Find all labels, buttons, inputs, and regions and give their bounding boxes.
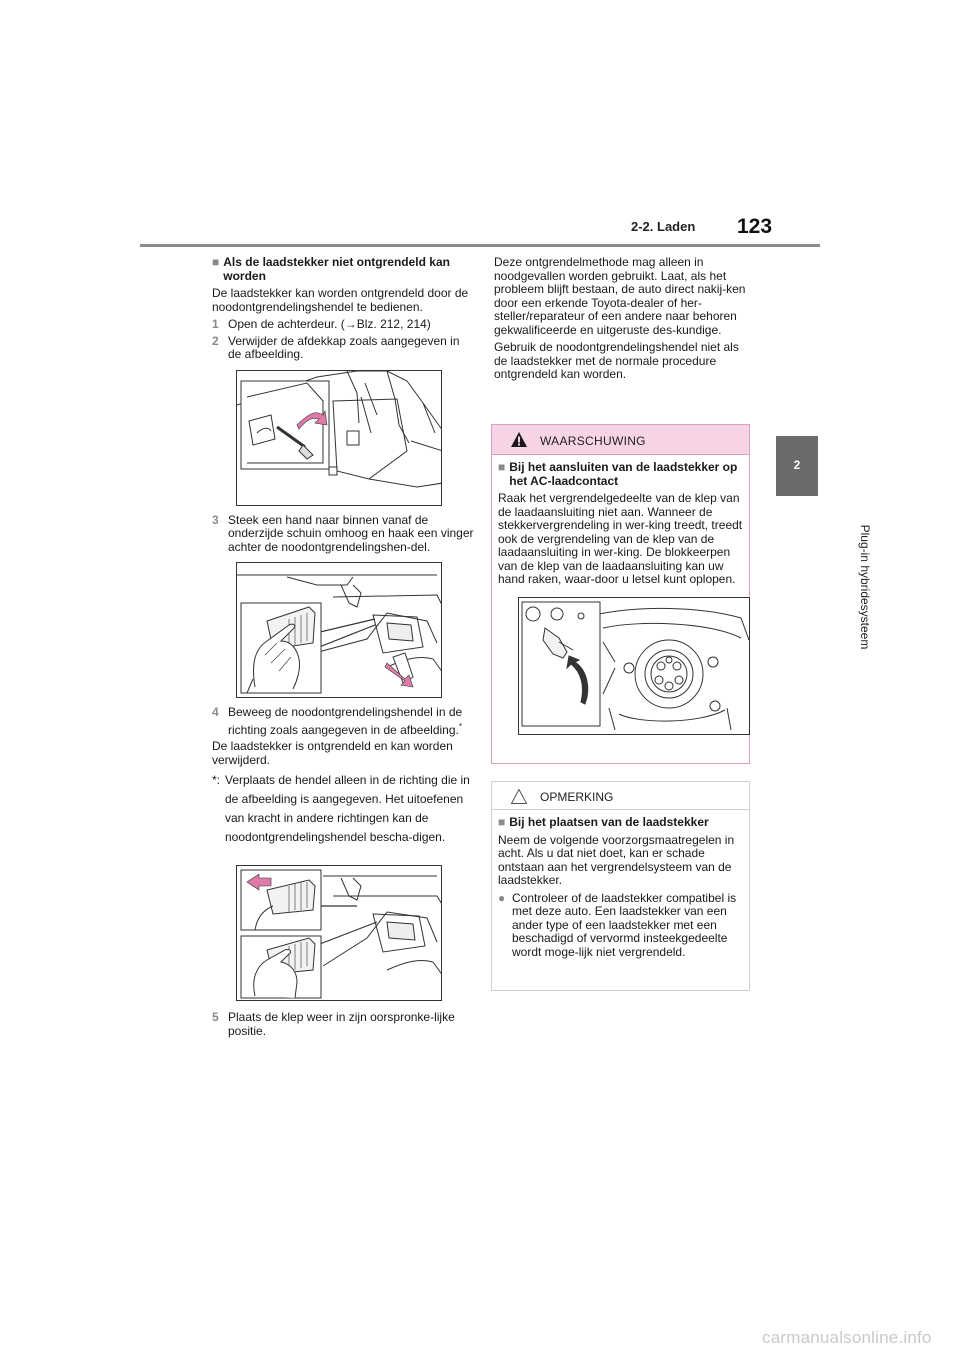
warning-triangle-icon [510,431,528,448]
chapter-tab-divider [776,494,818,496]
note-bullet [498,892,743,960]
heading-marker: ■ [212,255,220,269]
note-label: OPMERKING [540,790,614,804]
step-5 [212,1011,474,1038]
step-3 [212,514,474,555]
step-2 [212,335,474,362]
right-column [494,256,752,386]
watermark: carmanualsonline.info [762,1328,932,1347]
step-number: 1 [212,317,219,331]
note-box [491,781,750,991]
note-header [492,782,749,810]
step-number: 5 [212,1010,219,1024]
step-number: 3 [212,512,219,527]
figure-charging-port [518,597,750,735]
bullet-text: Controleer of de laadstekker compatibel is met deze auto. Een laadstekker van een ander type of een laadstekker met een beschadigd of vervormd insteekgedeelte wordt moge-lijk niet vergrendeld. [512,890,737,959]
bullet-marker: ● [498,890,506,905]
warning-box [491,424,750,764]
header-divider [140,244,820,247]
figure-remove-cover [236,370,442,506]
illustration-remove-cover [237,371,442,506]
warning-label: WAARSCHUWING [540,434,646,448]
result-paragraph: De laadstekker is ontgrendeld en kan worden verwijderd. [212,739,453,767]
step-text: Steek een hand naar binnen vanaf de onderzijde schuin omhoog en haak een vinger achter de noodontgrendelingshen-del. [228,512,474,554]
step-text: Plaats de klep weer in zijn oorspronke-lijke positie. [228,1010,455,1038]
left-column [212,256,474,1041]
footnote [212,771,474,847]
note-text: Neem de volgende voorzorgsmaatregelen in acht. Als u dat niet doet, kan er schade ontstaan aan het vergrendelsysteem van de laadstekker. [498,832,735,887]
figure-hook-finger [236,562,442,698]
footnote-text: Verplaats de hendel alleen in de richting die in de afbeelding is aangegeven. Het uitoefenen van kracht in andere richtingen kan de noodontgrendelingshendel bescha-digen. [225,773,470,844]
warning-heading [498,461,743,488]
heading-text: Als de laadstekker niet ontgrendeld kan worden [223,255,450,283]
note-heading-text: Bij het plaatsen van de laadstekker [509,815,709,829]
figure-move-lever [236,865,442,1001]
step-text [228,706,474,737]
illustration-charging-port [519,598,750,735]
warning-heading-text: Bij het aansluiten van de laadstekker op het AC-laadcontact [509,460,738,488]
step-4-text: Beweeg de noodontgrendelingshendel in de richting zoals aangegeven in de afbeelding. [228,705,463,737]
section-title: 2-2. Laden [631,219,696,234]
step-number: 2 [212,333,219,348]
illustration-move-lever [237,866,442,1001]
note-heading [498,816,743,830]
note-body [492,810,749,959]
chapter-number: 2 [793,458,801,472]
heading-marker: ■ [498,815,506,829]
emergency-paragraph: Deze ontgrendelmethode mag alleen in noodgevallen worden gebruikt. Laat, als het probleem blijft bestaan, de auto direct nakij-ken door een erkende Toyota-dealer of her-steller/reparateur of een andere naar behoren gekwalificeerde en uitgeruste des-kundige. [494,255,746,337]
step-text: Open de achterdeur. (→Blz. 212, 214) [228,317,431,331]
illustration-hook-finger [237,563,442,698]
step-text: Verwijder de afdekkap zoals aangegeven in de afbeelding. [228,333,460,361]
caution-triangle-icon [510,788,528,805]
heading-marker: ■ [498,460,506,474]
warning-body [492,455,749,735]
chapter-title-vertical [772,512,872,662]
intro-paragraph: De laadstekker kan worden ontgrendeld door de noodontgrendelingshendel te bedienen. [212,286,469,314]
footnote-marker: *: [212,773,221,787]
warning-text: Raak het vergrendelgedeelte van de klep van de laadaansluiting niet aan. Wanneer de stekkervergrendeling in wer-king treedt, treedt ook de vergrendeling van de klep van de laadaansluiting in wer-king. De blokkeerpen van de klep van de laadaansluiting kan uw hand raken, waar-door u letsel kunt oplopen. [498,491,743,586]
usage-paragraph: Gebruik de noodontgrendelingshendel niet als de laadstekker met de normale procedure ontgrendeld kan worden. [494,340,739,381]
page-number: 123 [737,215,773,238]
chapter-tab [776,436,818,494]
chapter-title: Plug-in hybridesysteem [858,524,872,650]
section-heading [212,256,474,283]
footnote-mark: * [458,721,462,731]
step-4 [212,706,474,737]
warning-header [492,425,749,455]
step-number: 4 [212,705,219,719]
step-1 [212,318,474,332]
